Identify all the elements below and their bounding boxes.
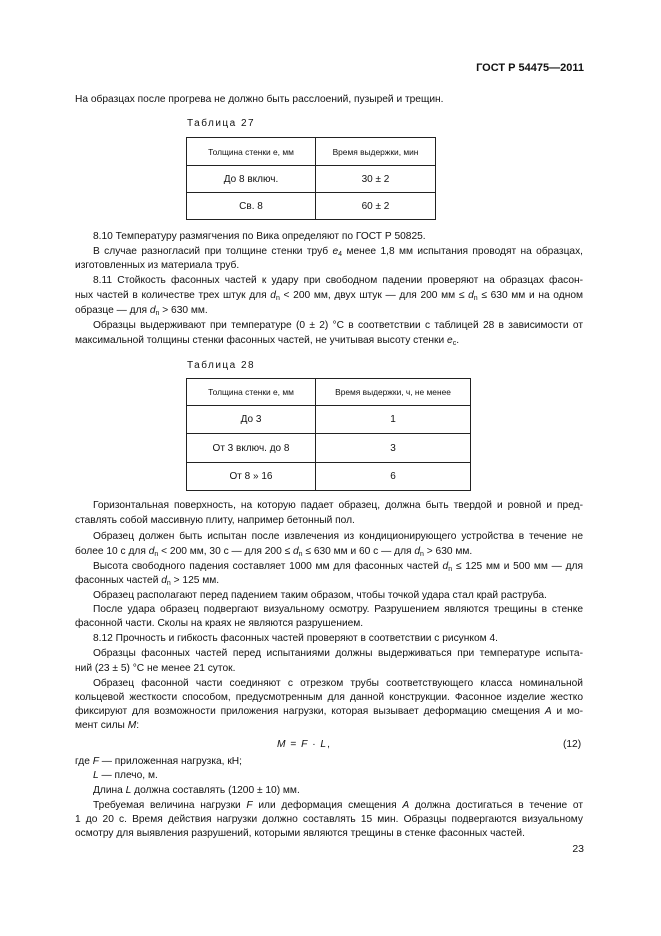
table27-cell: До 8 включ. — [187, 166, 316, 193]
s810-line2: В случае разногласий при толщине стенки труб $e_4$ менее 1,8 мм испытания проводят на образцах, — [93, 246, 583, 258]
s810-line3: изготовленных из материала труб. — [75, 260, 240, 271]
body-p8a: Образец фасонной части соединяют с отрезком трубы соответствующего класса номинальной — [93, 678, 583, 689]
s811-line4: Образцы выдерживают при температуре (0 ± 2) °С в соответствии с таблицей 28 в зависимости от — [93, 320, 583, 331]
body-p7b: ний (23 ± 5) °С не менее 21 суток. — [75, 663, 236, 674]
table28-cell: До 3 — [187, 406, 316, 434]
s811-line5: максимальной толщины стенки фасонных частей, не учитывая высоту стенки $e_c$. — [75, 335, 460, 347]
table27-cell: 30 ± 2 — [316, 166, 436, 193]
body-p8d: мент силы M: — [75, 720, 140, 731]
page-number: 23 — [572, 843, 584, 855]
body-p1b: ставлять собой массивную плиту, например бетонный пол. — [75, 515, 355, 526]
s811-line1: 8.11 Стойкость фасонных частей к удару при свободном падении проверяют на образцах фасон- — [93, 275, 583, 286]
s811-line2: ных частей в количестве трех штук для $d_n < 200$ мм, двух штук — для 200 мм ≤ $d_n \le 630$ мм и на одном — [75, 290, 583, 302]
table28-header-thickness: Толщина стенки e, мм — [187, 379, 316, 406]
document-header: ГОСТ Р 54475—2011 — [476, 62, 584, 74]
formula-number: (12) — [563, 739, 582, 750]
body-p5a: После удара образец подвергают визуальному осмотру. Разрушением являются трещины в стенке — [93, 604, 583, 615]
body-p7a: Образцы фасонных частей перед испытаниями должны выдерживаться при температуре испыта- — [93, 648, 583, 659]
table-28 — [186, 378, 471, 491]
table28-header-time: Время выдержки, ч, не менее — [316, 379, 471, 406]
table27-caption: Таблица 27 — [187, 118, 256, 129]
body-p3a: Высота свободного падения составляет 1000 мм для фасонных частей $d_n \le 125$ мм и 500 мм — для — [93, 561, 583, 573]
where-line1: где F — приложенная нагрузка, кН; — [75, 756, 242, 767]
table27-header-thickness: Толщина стенки e, мм — [187, 138, 316, 166]
table28-cell: От 8 » 16 — [187, 463, 316, 491]
table28-cell: 6 — [316, 463, 471, 491]
body-p4: Образец располагают перед падением таким образом, чтобы точкой удара стал край раструба. — [93, 590, 547, 601]
body-p3b: фасонных частей $d_n > 125$ мм. — [75, 575, 220, 587]
intro-text: На образцах после прогрева не должно быть расслоений, пузырей и трещин. — [75, 94, 444, 105]
body-p6: 8.12 Прочность и гибкость фасонных частей проверяют в соответствии с рисунком 4. — [93, 633, 498, 644]
s811-line3: образце — для $d_n > 630$ мм. — [75, 305, 208, 317]
table28-caption: Таблица 28 — [187, 360, 256, 371]
table28-cell: 3 — [316, 434, 471, 463]
table27-header-time: Время выдержки, мин — [316, 138, 436, 166]
body-p10a: Требуемая величина нагрузки F или деформация смещения A должна достигаться в течение от — [93, 800, 583, 811]
body-p5b: фасонной части. Сколы на краях не являются разрушением. — [75, 618, 364, 629]
body-p10c: осмотру для выявления разрушений, которыми являются трещины в стенке фасонных частей. — [75, 828, 525, 839]
body-p1a: Горизонтальная поверхность, на которую падает образец, должна быть твердой и ровной и пред- — [93, 500, 583, 511]
s810-line1: 8.10 Температуру размягчения по Вика определяют по ГОСТ Р 50825. — [93, 231, 426, 242]
body-p8c: фиксируют для возможности приложения нагрузки, которая вызывает деформацию смещения A и мо- — [75, 706, 584, 717]
table28-cell: От 3 включ. до 8 — [187, 434, 316, 463]
table28-cell: 1 — [316, 406, 471, 434]
body-p9: Длина L должна составлять (1200 ± 10) мм. — [93, 785, 300, 796]
body-p2a: Образец должен быть испытан после извлечения из кондиционирующего устройства в течение не — [93, 531, 583, 542]
table27-cell: Св. 8 — [187, 193, 316, 220]
formula: M = F · L, — [277, 739, 331, 750]
table-27 — [186, 137, 436, 220]
where-line2: L — плечо, м. — [93, 770, 158, 781]
body-p10b: 1 до 20 с. Время действия нагрузки должно составлять 15 мин. Образцы подвергаются визуальному — [75, 814, 583, 825]
body-p2b: более 10 с для $d_n < 200$ мм, 30 с — для $200 \le d_n \le 630$ мм и 60 с — для $d_n > 630$ мм. — [75, 546, 473, 558]
table27-cell: 60 ± 2 — [316, 193, 436, 220]
body-p8b: кольцевой жесткости способом, предусмотренным для данной конструкции. Фасонное изделие жестко — [75, 692, 583, 703]
